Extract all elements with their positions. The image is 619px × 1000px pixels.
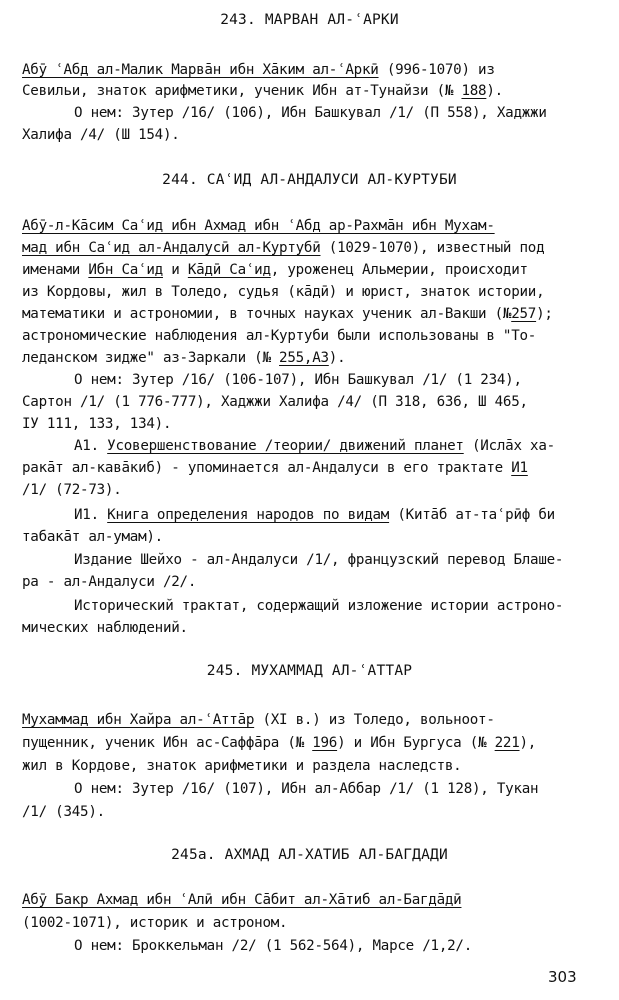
entry-heading-245a: 245а. АХМАД АЛ-ХАТИБ АЛ-БАГДАДИ	[171, 847, 448, 863]
text-line: мических наблюдений.	[22, 620, 188, 636]
underlined-name: Абӯ ʿАбд ал-Малик Марвāн ибн Хāким ал-ʿАркӣ	[22, 62, 379, 78]
text-line: О нем: Зутер /16/ (106-107), Ибн Башкувал /1/ (1 234),	[74, 372, 522, 388]
text-line: именами Ибн Саʿид и Кāдӣ Саʿид, уроженец Альмерии, происходит	[22, 262, 528, 278]
text-line: Севильи, знаток арифметики, ученик Ибн ат-Тунайзи (№ 188).	[22, 83, 503, 99]
page-number: 303	[548, 968, 577, 986]
text-line: жил в Кордове, знаток арифметики и раздела наследств.	[22, 758, 462, 774]
text-line: пущенник, ученик Ибн ас-Саффāра (№ 196) и Ибн Бургуса (№ 221),	[22, 735, 537, 751]
text-line: Исторический трактат, содержащий изложение истории астроно-	[74, 598, 564, 614]
underlined-name: мад ибн Саʿид ал-Андалусӣ ал-Куртубӣ	[22, 240, 321, 256]
cross-reference: 196	[312, 735, 338, 751]
text-line: Абӯ ʿАбд ал-Малик Марвāн ибн Хāким ал-ʿАркӣ (996-1070) из	[22, 62, 495, 78]
text-line: О нем: Броккельман /2/ (1 562-564), Марсе /1,2/.	[74, 938, 472, 954]
work-title: Книга определения народов по видам	[107, 507, 390, 523]
text-line: A1. Усовершенствование /теории/ движений планет (Ислāх ха-	[74, 438, 555, 454]
text-line: математики и астрономии, в точных науках ученик ал-Вакши (№257);	[22, 306, 553, 322]
text-line	[22, 216, 602, 236]
underlined-name: Ибн Саʿид	[88, 262, 163, 278]
entry-heading-244: 244. САʿИД АЛ-АНДАЛУСИ АЛ-КУРТУБИ	[162, 172, 457, 188]
underlined-name: Мухаммад ибн Хайра ал-ʿАттāр	[22, 712, 255, 728]
entry-heading-245: 245. МУХАММАД АЛ-ʿАТТАР	[206, 663, 413, 679]
text-line: И1. Книга определения народов по видам (Китāб ат-таʿрӣф би	[74, 507, 555, 523]
text-line: О нем: Зутер /16/ (107), Ибн ал-Аббар /1/ (1 128), Тукан	[74, 781, 539, 797]
underlined-name: Абӯ-л-Кāсим Саʿид ибн Ахмад ибн ʿАбд ар-Рахмāн ибн Мухам-	[22, 218, 495, 234]
text-line: О нем: Зутер /16/ (106), Ибн Башкувал /1/ (П 558), Хаджжи	[74, 105, 547, 121]
cross-reference: 188	[461, 83, 487, 99]
cross-reference: 255,A3	[279, 350, 329, 366]
text-line: ра - ал-Андалуси /2/.	[22, 574, 197, 590]
underlined-name: Кāдӣ Саʿид	[187, 262, 271, 278]
text-line: Халифа /4/ (Ш 154).	[22, 127, 180, 143]
work-title: Усовершенствование /теории/ движений планет	[107, 438, 464, 454]
cross-reference: 257	[511, 306, 537, 322]
text-line: леданском зидже" аз-Заркали (№ 255,A3).	[22, 350, 346, 366]
text-line: Сартон /1/ (1 776-777), Хаджжи Халифа /4/ (П 318, 636, Ш 465,	[22, 394, 528, 410]
text-line: Мухаммад ибн Хайра ал-ʿАттāр (XI в.) из Толедо, вольноот-	[22, 712, 495, 728]
text-line: из Кордовы, жил в Толедо, судья (кāдӣ) и юрист, знаток истории,	[22, 284, 545, 300]
text-line: /1/ (72-73).	[22, 482, 122, 498]
entry-heading-243: 243. МАРВАН АЛ-ʿАРКИ	[220, 12, 399, 28]
text-line: Издание Шейхо - ал-Андалуси /1/, французский перевод Блаше-	[74, 552, 564, 568]
text-line	[22, 890, 602, 910]
text-line: /1/ (345).	[22, 804, 105, 820]
underlined-name: Абӯ Бакр Ахмад ибн ʿАлӣ ибн Сāбит ал-Хāтиб ал-Багдāдӣ	[22, 892, 462, 908]
text-line: астрономические наблюдения ал-Куртуби были использованы в "То-	[22, 328, 537, 344]
text-line: табакāт ал-умам).	[22, 529, 163, 545]
text-line: IУ 111, 133, 134).	[22, 416, 172, 432]
text-line: мад ибн Саʿид ал-Андалусӣ ал-Куртубӣ (1029-1070), известный под	[22, 240, 545, 256]
cross-reference: И1	[511, 460, 528, 476]
cross-reference: 221	[494, 735, 520, 751]
text-line: ракāт ал-кавāкиб) - упоминается ал-Андалуси в его трактате И1	[22, 460, 528, 476]
text-line: (1002-1071), историк и астроном.	[22, 915, 288, 931]
